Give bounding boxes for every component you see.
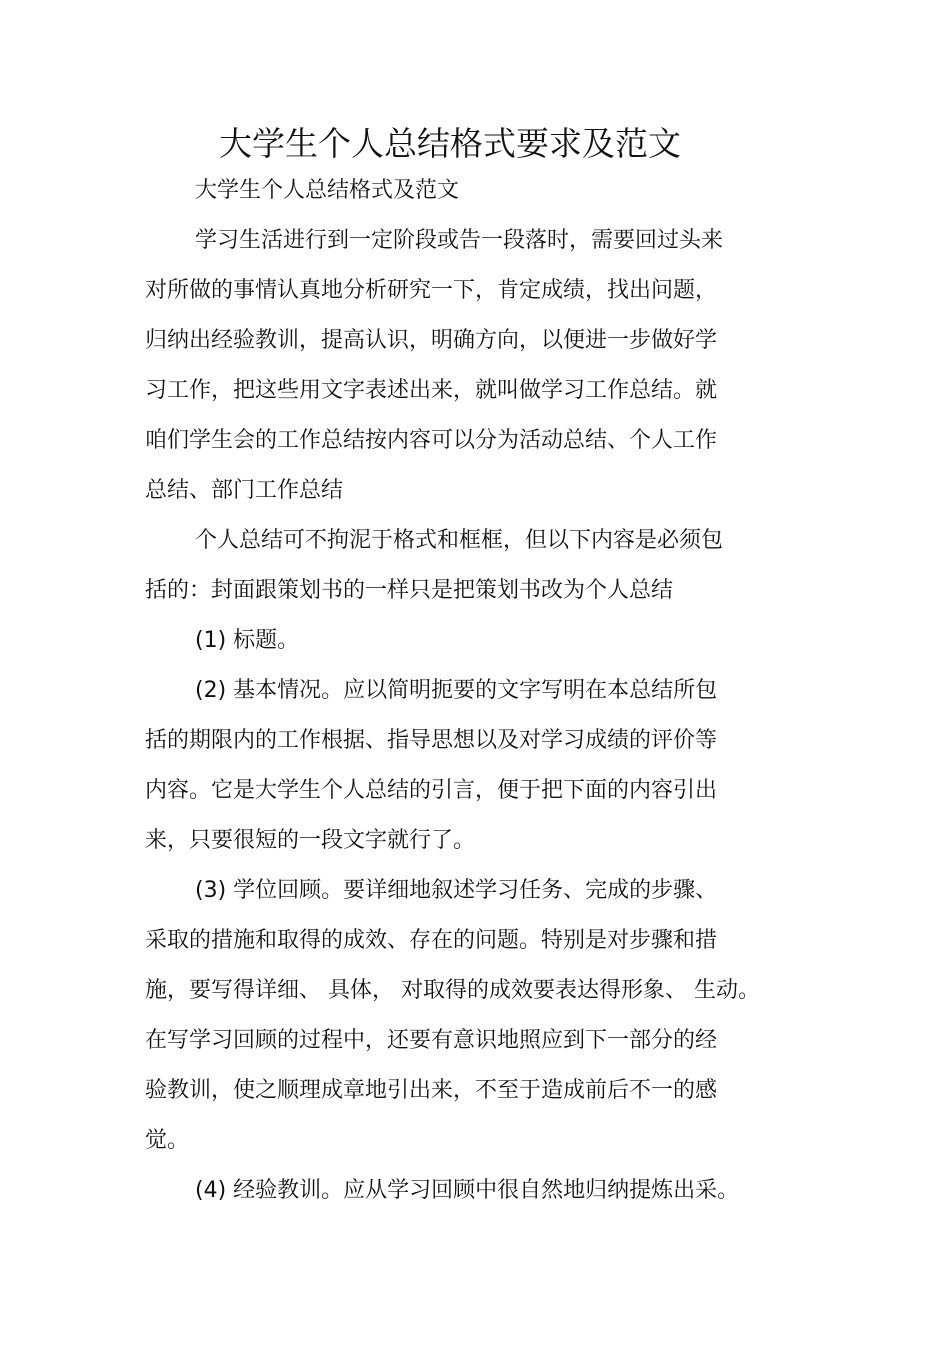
paragraph-line: 内容。它是大学生个人总结的引言，便于把下面的内容引出 (145, 778, 718, 803)
list-item-line: (3) 学位回顾。要详细地叙述学习任务、完成的步骤、 (195, 878, 718, 903)
paragraph-line: 咱们学生会的工作总结按内容可以分为活动总结、个人工作 (145, 428, 718, 453)
paragraph-line: 施，要写得详细、 具体， 对取得的成效要表达得形象、 生动。 (145, 978, 760, 1003)
paragraph-line: 括的：封面跟策划书的一样只是把策划书改为个人总结 (145, 578, 674, 603)
list-item-line: (2) 基本情况。应以简明扼要的文字写明在本总结所包 (195, 678, 718, 703)
list-item-line: (4) 经验教训。应从学习回顾中很自然地归纳提炼出采。 (195, 1178, 740, 1203)
paragraph-line: 对所做的事情认真地分析研究一下，肯定成绩，找出问题， (145, 278, 718, 303)
list-item-line: (1) 标题。 (195, 628, 300, 653)
paragraph-line: 学习生活进行到一定阶段或告一段落时，需要回过头来 (195, 228, 724, 253)
paragraph-line: 归纳出经验教训，提高认识，明确方向，以便进一步做好学 (145, 328, 718, 353)
paragraph-line: 习工作，把这些用文字表述出来，就叫做学习工作总结。就 (145, 378, 718, 403)
paragraph-line: 采取的措施和取得的成效、存在的问题。特别是对步骤和措 (145, 928, 718, 953)
document-title: 大学生个人总结格式要求及范文 (219, 124, 681, 163)
paragraph-line: 个人总结可不拘泥于格式和框框，但以下内容是必须包 (195, 528, 724, 553)
paragraph-line: 觉。 (145, 1128, 190, 1153)
paragraph-line: 总结、部门工作总结 (145, 478, 344, 503)
paragraph-line: 验教训，使之顺理成章地引出来，不至于造成前后不一的感 (145, 1078, 718, 1103)
paragraph-line: 来，只要很短的一段文字就行了。 (145, 828, 476, 853)
subtitle-line: 大学生个人总结格式及范文 (195, 178, 460, 203)
paragraph-line: 在写学习回顾的过程中，还要有意识地照应到下一部分的经 (145, 1028, 718, 1053)
paragraph-line: 括的期限内的工作根据、指导思想以及对学习成绩的评价等 (145, 728, 718, 753)
